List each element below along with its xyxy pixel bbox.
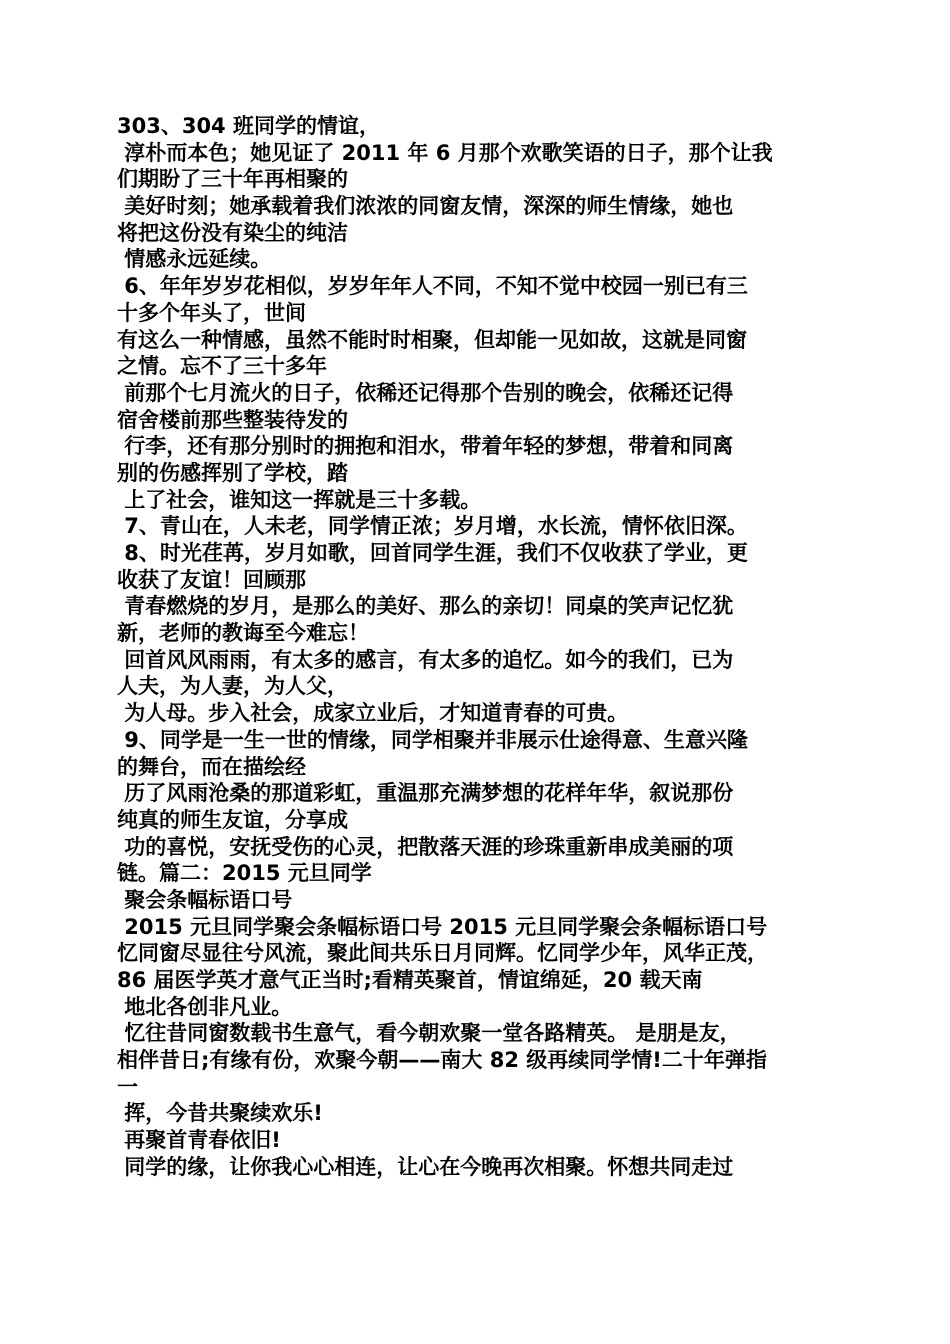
text-line: 9、同学是一生一世的情缘，同学相聚并非展示仕途得意、生意兴隆 (117, 727, 748, 752)
text-line: 链。篇二：2015 元旦同学 (117, 861, 372, 886)
text-line: 忆同窗尽显往兮风流，聚此间共乐日月同辉。忆同学少年，风华正茂， (117, 941, 768, 966)
text-line: 为人母。步入社会，成家立业后，才知道青春的可贵。 (117, 701, 629, 726)
text-line: 同学的缘，让你我心心相连，让心在今晚再次相聚。怀想共同走过 (117, 1154, 734, 1179)
text-line: 们期盼了三十年再相聚的 (117, 167, 348, 192)
text-line: 2015 元旦同学聚会条幅标语口号 2015 元旦同学聚会条幅标语口号 (117, 914, 768, 939)
text-line: 7、青山在，人未老，同学情正浓；岁月增，水长流，情怀依旧深。 (117, 514, 748, 539)
text-line: 86 届医学英才意气正当时;看精英聚首，情谊绵延，20 载天南 (117, 968, 703, 992)
text-line: 6、年年岁岁花相似，岁岁年年人不同，不知不觉中校园一别已有三 (117, 274, 748, 299)
text-line: 回首风风雨雨，有太多的感言，有太多的追忆。如今的我们，已为 (117, 647, 734, 672)
text-line: 十多个年头了，世间 (117, 300, 306, 325)
text-line: 再聚首青春依旧! (117, 1128, 281, 1153)
text-line: 303、304 班同学的情谊， (117, 114, 380, 138)
text-line: 聚会条幅标语口号 (117, 887, 293, 912)
text-line: 收获了友谊！回顾那 (117, 567, 306, 592)
text-line: 将把这份没有染尘的纯洁 (117, 220, 348, 245)
text-line: 别的伤感挥别了学校，踏 (117, 460, 348, 485)
text-line: 有这么一种情感，虽然不能时时相聚，但却能一见如故，这就是同窗 (117, 327, 747, 352)
text-line: 青春燃烧的岁月，是那么的美好、那么的亲切！同桌的笑声记忆犹 (117, 594, 734, 619)
text-line: 一 (117, 1074, 138, 1099)
text-line: 的舞台，而在描绘经 (117, 754, 306, 779)
text-line: 美好时刻；她承载着我们浓浓的同窗友情，深深的师生情缘，她也 (117, 194, 734, 219)
text-line: 上了社会，谁知这一挥就是三十多载。 (117, 487, 482, 512)
text-line: 淳朴而本色；她见证了 2011 年 6 月那个欢歌笑语的日子，那个让我 (117, 140, 773, 165)
text-line: 8、时光荏苒，岁月如歌，回首同学生涯，我们不仅收获了学业，更 (117, 541, 748, 565)
text-line: 挥，今昔共聚续欢乐! (117, 1101, 323, 1126)
text-line: 忆往昔同窗数载书生意气，看今朝欢聚一堂各路精英。 是朋是友， (117, 1021, 741, 1046)
text-line: 历了风雨沧桑的那道彩虹，重温那充满梦想的花样年华，叙说那份 (117, 781, 734, 806)
text-line: 功的喜悦，安抚受伤的心灵，把散落天涯的珍珠重新串成美丽的项 (117, 834, 734, 859)
text-line: 前那个七月流火的日子，依稀还记得那个告别的晚会，依稀还记得 (117, 380, 734, 405)
document-body (117, 113, 847, 1181)
text-line: 人夫，为人妻，为人父， (117, 674, 348, 699)
text-line: 情感永远延续。 (117, 247, 272, 272)
text-line: 地北各创非凡业。 (117, 994, 293, 1019)
text-line: 相伴昔日;有缘有份，欢聚今朝——南大 82 级再续同学情!二十年弹指 (117, 1048, 767, 1073)
text-line: 纯真的师生友谊，分享成 (117, 807, 348, 832)
text-line: 之情。忘不了三十多年 (117, 354, 327, 379)
text-line: 新，老师的教诲至今难忘！ (117, 621, 369, 646)
text-line: 宿舍楼前那些整装待发的 (117, 407, 348, 432)
text-line: 行李，还有那分别时的拥抱和泪水，带着年轻的梦想，带着和同离 (117, 434, 734, 459)
